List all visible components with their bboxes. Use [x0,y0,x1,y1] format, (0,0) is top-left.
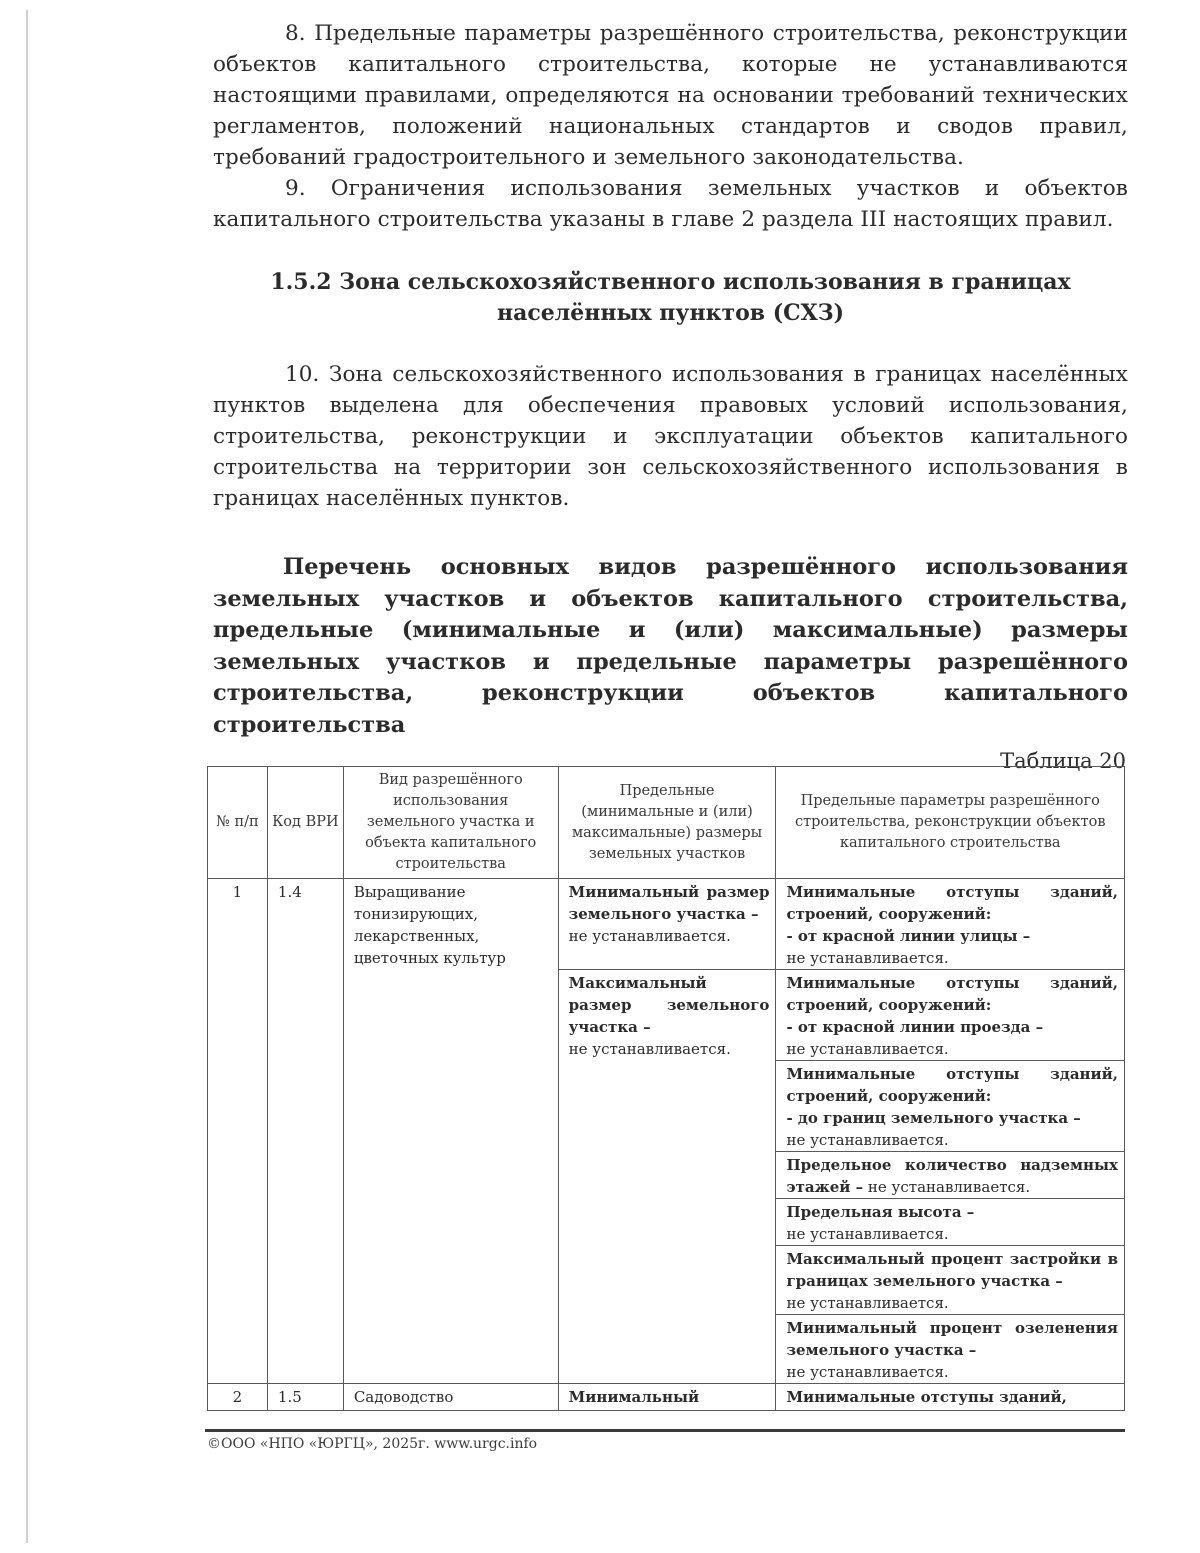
row1-param-1-value: не устанавливается. [786,949,949,967]
table-row [208,879,1125,970]
row1-param-5 [776,1199,1125,1246]
row1-param-7-label: Минимальный процент озеленения земельного участка – [786,1319,1118,1359]
row1-size-min-value: не устанавливается. [568,927,731,945]
row1-param-4-label: Предельное количество надземных этажей – [786,1156,1118,1196]
row1-param-3-sub: - до границ земельного участка – [786,1109,1081,1127]
document-page [213,18,1128,775]
row1-size-max [558,970,776,1384]
table-row [208,1384,1125,1411]
header-kind: Вид разрешённого использования земельного участка и объекта капитального строительства [343,767,558,879]
row1-param-3 [776,1061,1125,1152]
row1-param-3-label: Минимальные отступы зданий, строений, сооружений: [786,1065,1118,1105]
header-num: № п/п [208,767,268,879]
row1-param-6-label: Максимальный процент застройки в границах земельного участка – [786,1250,1118,1290]
row1-size-min-label: Минимальный размер земельного участка – [568,883,770,923]
list-title: Перечень основных видов разрешённого использования земельных участков и объектов капитального строительства, предельные (минимальные и (или) максимальные) размеры земельных участков и предельные параметры разрешённого строительства, реконструкции объектов капитального строительства [213,554,1128,738]
footer-copyright: ©ООО «НПО «ЮРГЦ», 2025г. www.urgc.info [207,1436,538,1452]
row1-size-max-label: Максимальный размер земельного участка – [568,974,770,1036]
paragraph-item-8: 8. Предельные параметры разрешённого строительства, реконструкции объектов капитального строительства, которые не устанавливаются настоящими правилами, определяются на основании требований технических регламентов, положений национальных стандартов и сводов правил, требований градостроительного и земельного законодательства. [213,21,1128,170]
header-params: Предельные параметры разрешённого строительства, реконструкции объектов капитального строительства [776,767,1125,879]
scan-edge [26,10,28,1543]
row1-kind: Выращивание тонизирующих, лекарственных, цветочных культур [343,879,558,1384]
row1-param-4 [776,1152,1125,1199]
table-label: Таблица 20 [1000,749,1126,773]
header-size: Предельные (минимальные и (или) максимальные) размеры земельных участков [558,767,776,879]
row1-param-2-label: Минимальные отступы зданий, строений, сооружений: [786,974,1118,1014]
row1-num: 1 [208,879,268,1384]
row1-param-2-sub: - от красной линии проезда – [786,1018,1044,1036]
paragraph-item-9: 9. Ограничения использования земельных участков и объектов капитального строительства указаны в главе 2 раздела III настоящих правил. [213,176,1128,232]
row1-param-1 [776,879,1125,970]
footer-rule [205,1429,1125,1432]
row1-param-1-sub: - от красной линии улицы – [786,927,1031,945]
row1-param-7-value: не устанавливается. [786,1363,949,1381]
row2-kind: Садоводство [343,1384,558,1411]
row1-param-4-value: не устанавливается. [863,1178,1031,1196]
row1-param-3-value: не устанавливается. [786,1131,949,1149]
row2-size: Минимальный [558,1384,776,1411]
row1-size-min [558,879,776,970]
row1-code: 1.4 [267,879,343,1384]
row1-param-6 [776,1246,1125,1315]
row1-param-2-value: не устанавливается. [786,1040,949,1058]
row2-params: Минимальные отступы зданий, [776,1384,1125,1411]
header-code: Код ВРИ [267,767,343,879]
row1-size-max-value: не устанавливается. [568,1040,731,1058]
paragraph-item-10: 10. Зона сельскохозяйственного использования в границах населённых пунктов выделена для обеспечения правовых условий использования, строительства, реконструкции и эксплуатации объектов капитального строительства на территории зон сельскохозяйственного использования в границах населённых пунктов. [213,362,1128,511]
row1-param-2 [776,970,1125,1061]
row1-param-1-label: Минимальные отступы зданий, строений, сооружений: [786,883,1118,923]
row2-num: 2 [208,1384,268,1411]
vri-table [207,766,1125,1411]
row1-param-5-value: не устанавливается. [786,1225,949,1243]
row1-param-7 [776,1315,1125,1384]
section-title: 1.5.2 Зона сельскохозяйственного использования в границах населённых пунктов (СХЗ) [270,269,1071,326]
row1-param-6-value: не устанавливается. [786,1294,949,1312]
row2-code: 1.5 [267,1384,343,1411]
row1-param-5-label: Предельная высота – [786,1203,975,1221]
table-header-row [208,767,1125,879]
